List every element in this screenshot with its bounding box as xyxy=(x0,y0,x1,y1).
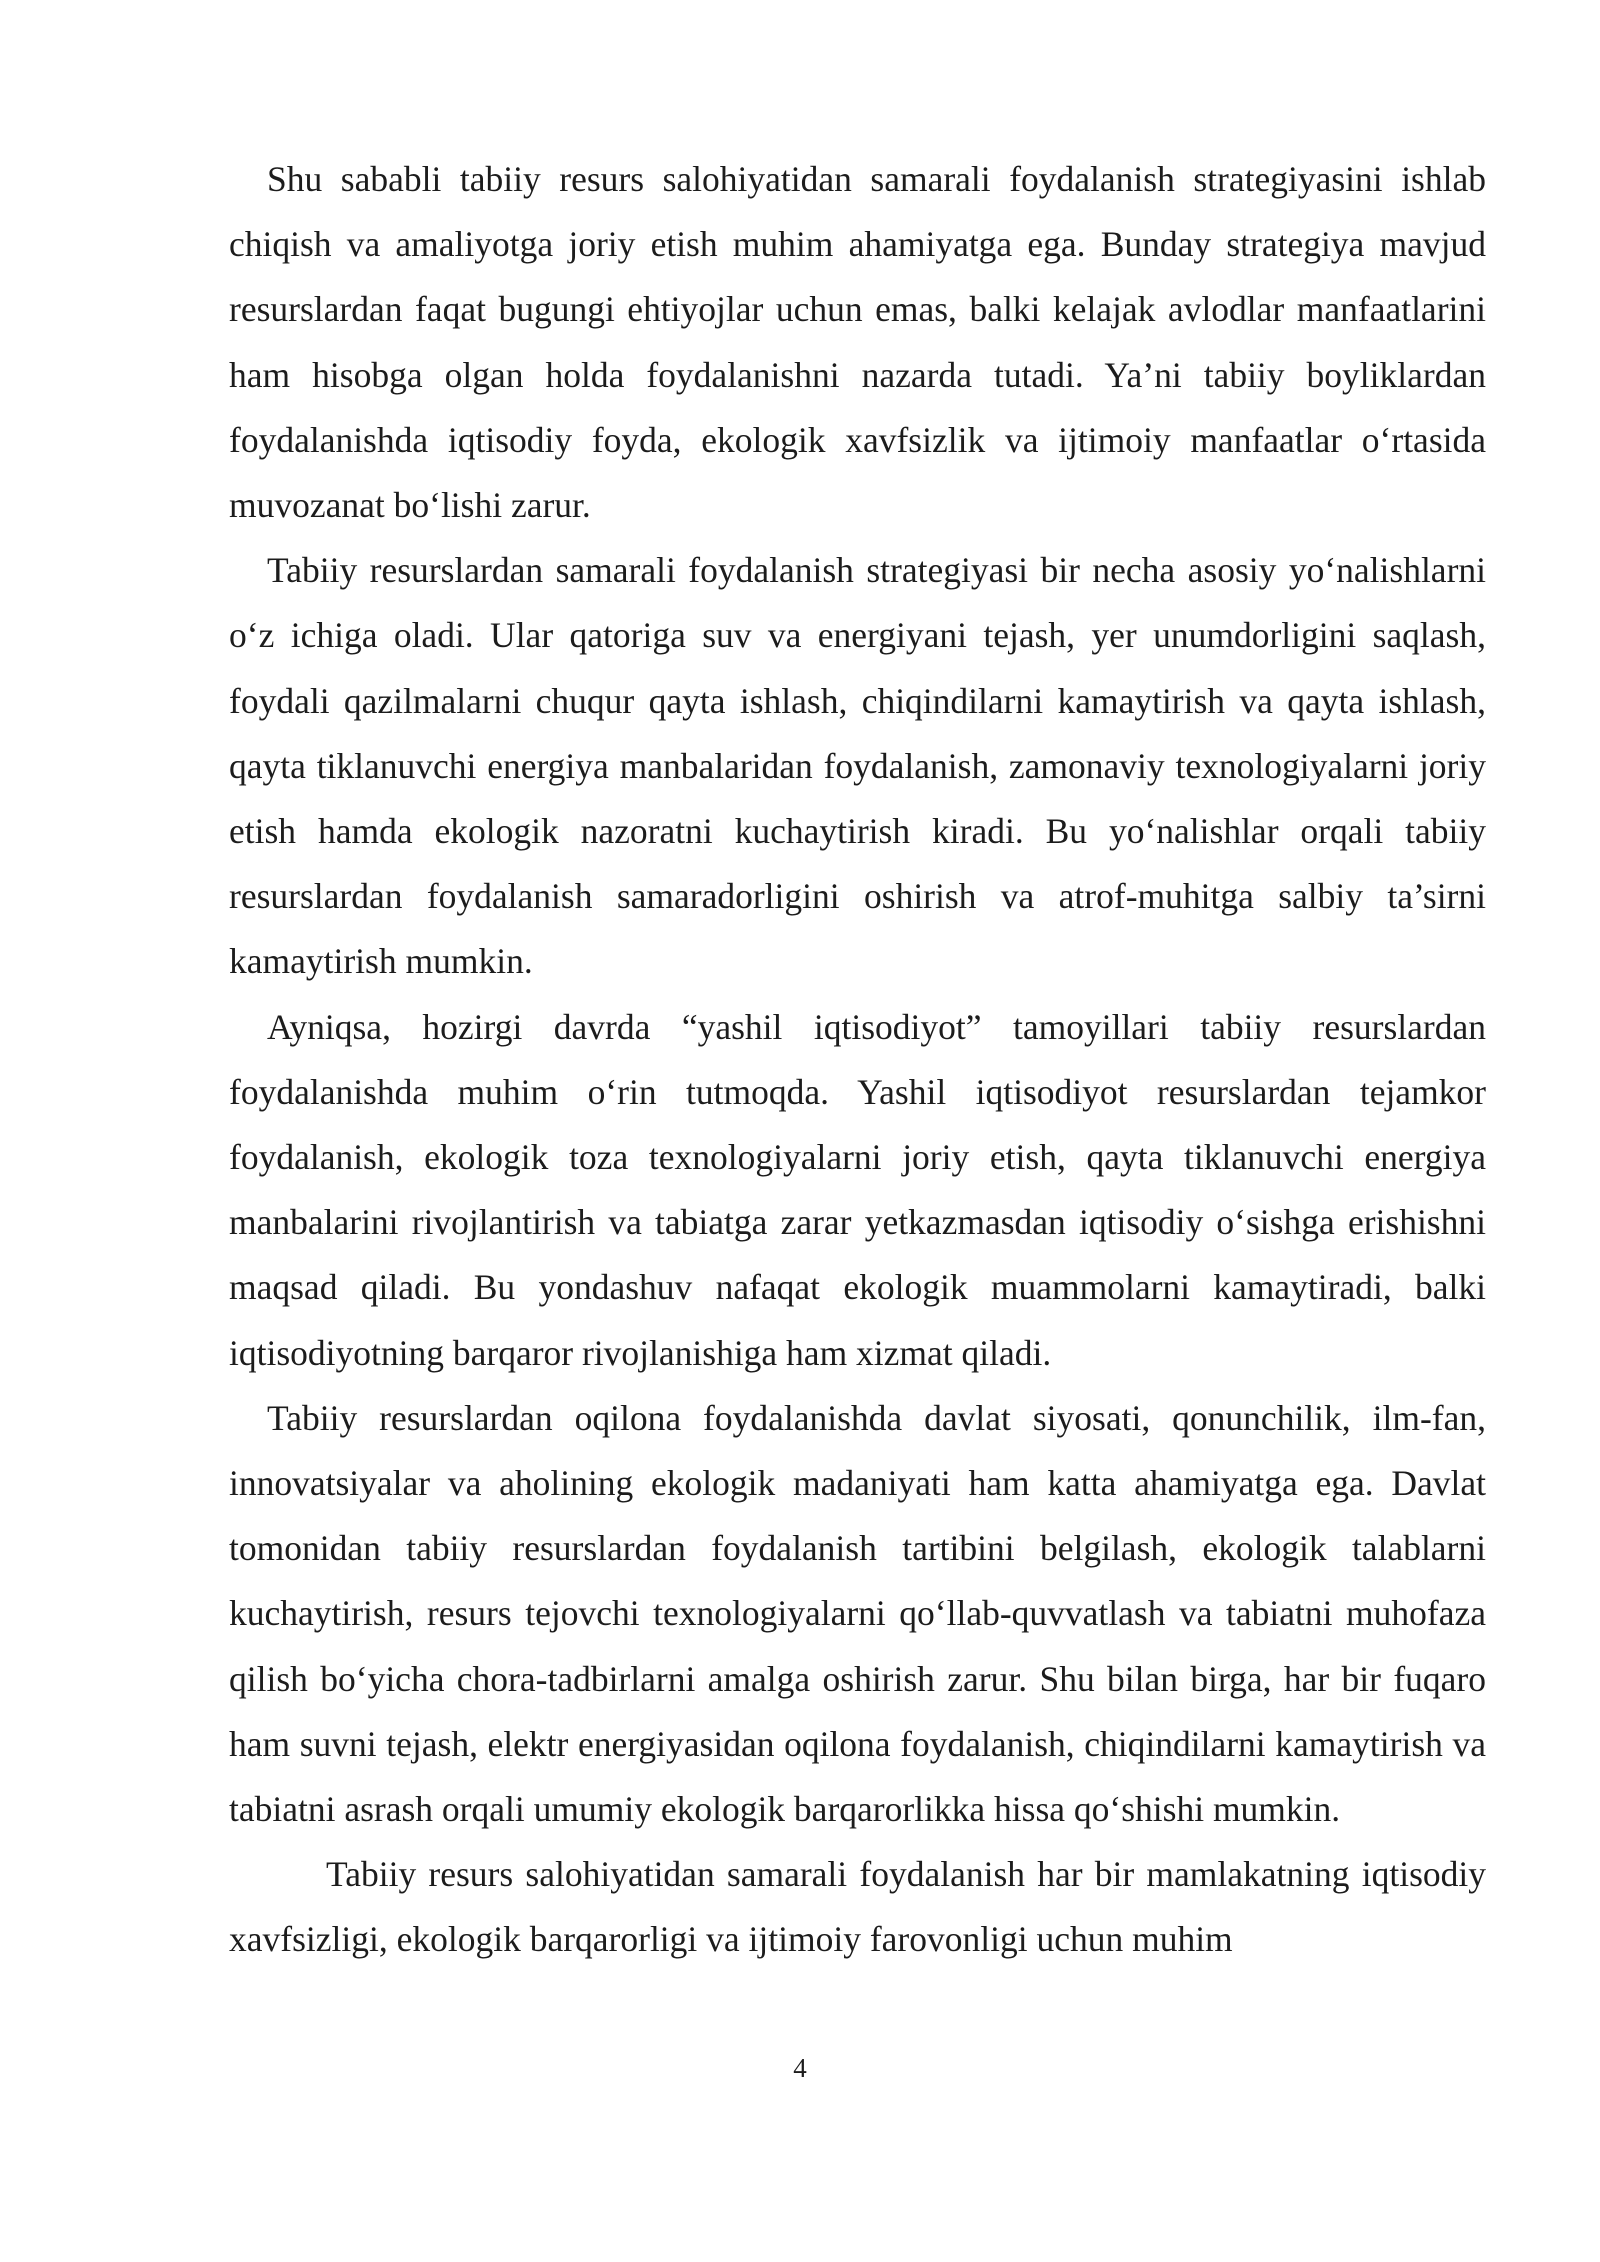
paragraph-economic-security: Tabiiy resurs salohiyatidan samarali foydalanish har bir mamlakatning iqtisodiy xavfsizligi, ekologik barqarorligi va ijtimoiy farovonligi uchun muhim xyxy=(229,1854,1486,1960)
body-text xyxy=(229,147,1486,1973)
paragraph-strategy-directions: Tabiiy resurslardan samarali foydalanish strategiyasi bir necha asosiy yo‘nalishlarni o‘z ichiga oladi. Ular qatoriga suv va energiyani tejash, yer unumdorligini saqlash, foydali qazilmalarni chuqur qayta ishlash, chiqindilarni kamaytirish va qayta ishlash, qayta tiklanuvchi energiya manbalaridan foydalanish, zamonaviy texnologiyalarni joriy etish hamda ekologik nazoratni kuchaytirish kiradi. Bu yo‘nalishlar orqali tabiiy resurslardan foydalanish samaradorligini oshirish va atrof-muhitga salbiy ta’sirni kamaytirish mumkin. xyxy=(229,550,1486,982)
paragraph-green-economy: Ayniqsa, hozirgi davrda “yashil iqtisodiyot” tamoyillari tabiiy resurslardan foydalanishda muhim o‘rin tutmoqda. Yashil iqtisodiyot resurslardan tejamkor foydalanish, ekologik toza texnologiyalarni joriy etish, qayta tiklanuvchi energiya manbalarini rivojlantirish va tabiatga zarar yetkazmasdan iqtisodiy o‘sishga erishishni maqsad qiladi. Bu yondashuv nafaqat ekologik muammolarni kamaytiradi, balki iqtisodiyotning barqaror rivojlanishiga ham xizmat qiladi. xyxy=(229,1006,1486,1373)
paragraph-strategy-importance: Shu sababli tabiiy resurs salohiyatidan samarali foydalanish strategiyasini ishlab chiqish va amaliyotga joriy etish muhim ahamiyatga ega. Bunday strategiya mavjud resurslardan faqat bugungi ehtiyojlar uchun emas, balki kelajak avlodlar manfaatlarini ham hisobga olgan holda foydalanishni nazarda tutadi. Ya’ni tabiiy boyliklardan foydalanishda iqtisodiy foyda, ekologik xavfsizlik va ijtimoiy manfaatlar o‘rtasida muvozanat bo‘lishi zarur. xyxy=(229,159,1486,526)
paragraph-state-policy: Tabiiy resurslardan oqilona foydalanishda davlat siyosati, qonunchilik, ilm-fan, innovatsiyalar va aholining ekologik madaniyati ham katta ahamiyatga ega. Davlat tomonidan tabiiy resurslardan foydalanish tartibini belgilash, ekologik talablarni kuchaytirish, resurs tejovchi texnologiyalarni qo‘llab-quvvatlash va tabiatni muhofaza qilish bo‘yicha chora-tadbirlarni amalga oshirish zarur. Shu bilan birga, har bir fuqaro ham suvni tejash, elektr energiyasidan oqilona foydalanish, chiqindilarni kamaytirish va tabiatni asrash orqali umumiy ekologik barqarorlikka hissa qo‘shishi mumkin. xyxy=(229,1397,1486,1830)
page-number: 4 xyxy=(793,2053,807,2083)
